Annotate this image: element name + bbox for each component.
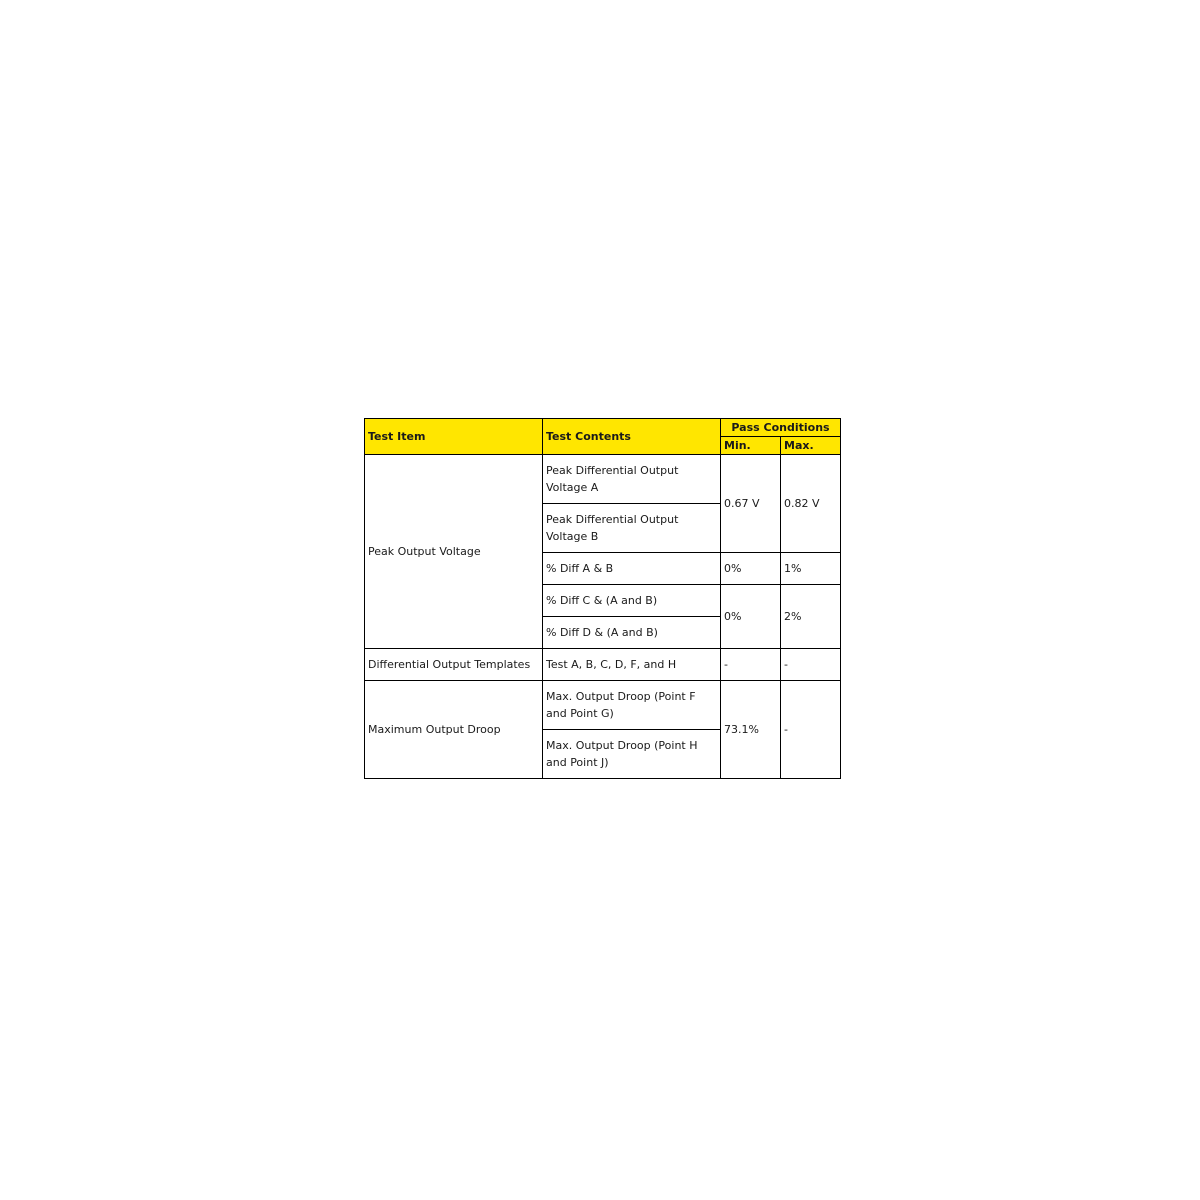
min-value-cell: 0.67 V: [721, 455, 781, 553]
table-row: [365, 681, 841, 730]
table-body: [365, 455, 841, 779]
header-min: Min.: [721, 437, 781, 455]
header-pass-conditions: Pass Conditions: [721, 419, 841, 437]
max-value-cell: -: [781, 681, 841, 779]
max-value-cell: 0.82 V: [781, 455, 841, 553]
max-value-cell: 2%: [781, 585, 841, 649]
min-value-cell: 73.1%: [721, 681, 781, 779]
test-conditions-table: [364, 418, 841, 779]
table-row: [365, 649, 841, 681]
header-max: Max.: [781, 437, 841, 455]
header-row: [365, 419, 841, 437]
test-contents-cell: Peak Differential Output Voltage B: [543, 504, 721, 553]
max-value-cell: -: [781, 649, 841, 681]
test-item-cell: Peak Output Voltage: [365, 455, 543, 649]
header-test-contents: Test Contents: [543, 419, 721, 455]
min-value-cell: 0%: [721, 585, 781, 649]
header-test-item: Test Item: [365, 419, 543, 455]
test-contents-cell: Peak Differential Output Voltage A: [543, 455, 721, 504]
test-item-cell: Maximum Output Droop: [365, 681, 543, 779]
test-contents-cell: Test A, B, C, D, F, and H: [543, 649, 721, 681]
test-contents-cell: Max. Output Droop (Point H and Point J): [543, 730, 721, 779]
test-contents-cell: % Diff A & B: [543, 553, 721, 585]
min-value-cell: 0%: [721, 553, 781, 585]
max-value-cell: 1%: [781, 553, 841, 585]
table-row: [365, 455, 841, 504]
test-contents-cell: % Diff C & (A and B): [543, 585, 721, 617]
test-contents-cell: % Diff D & (A and B): [543, 617, 721, 649]
table-header: [365, 419, 841, 455]
min-value-cell: -: [721, 649, 781, 681]
test-contents-cell: Max. Output Droop (Point F and Point G): [543, 681, 721, 730]
test-item-cell: Differential Output Templates: [365, 649, 543, 681]
